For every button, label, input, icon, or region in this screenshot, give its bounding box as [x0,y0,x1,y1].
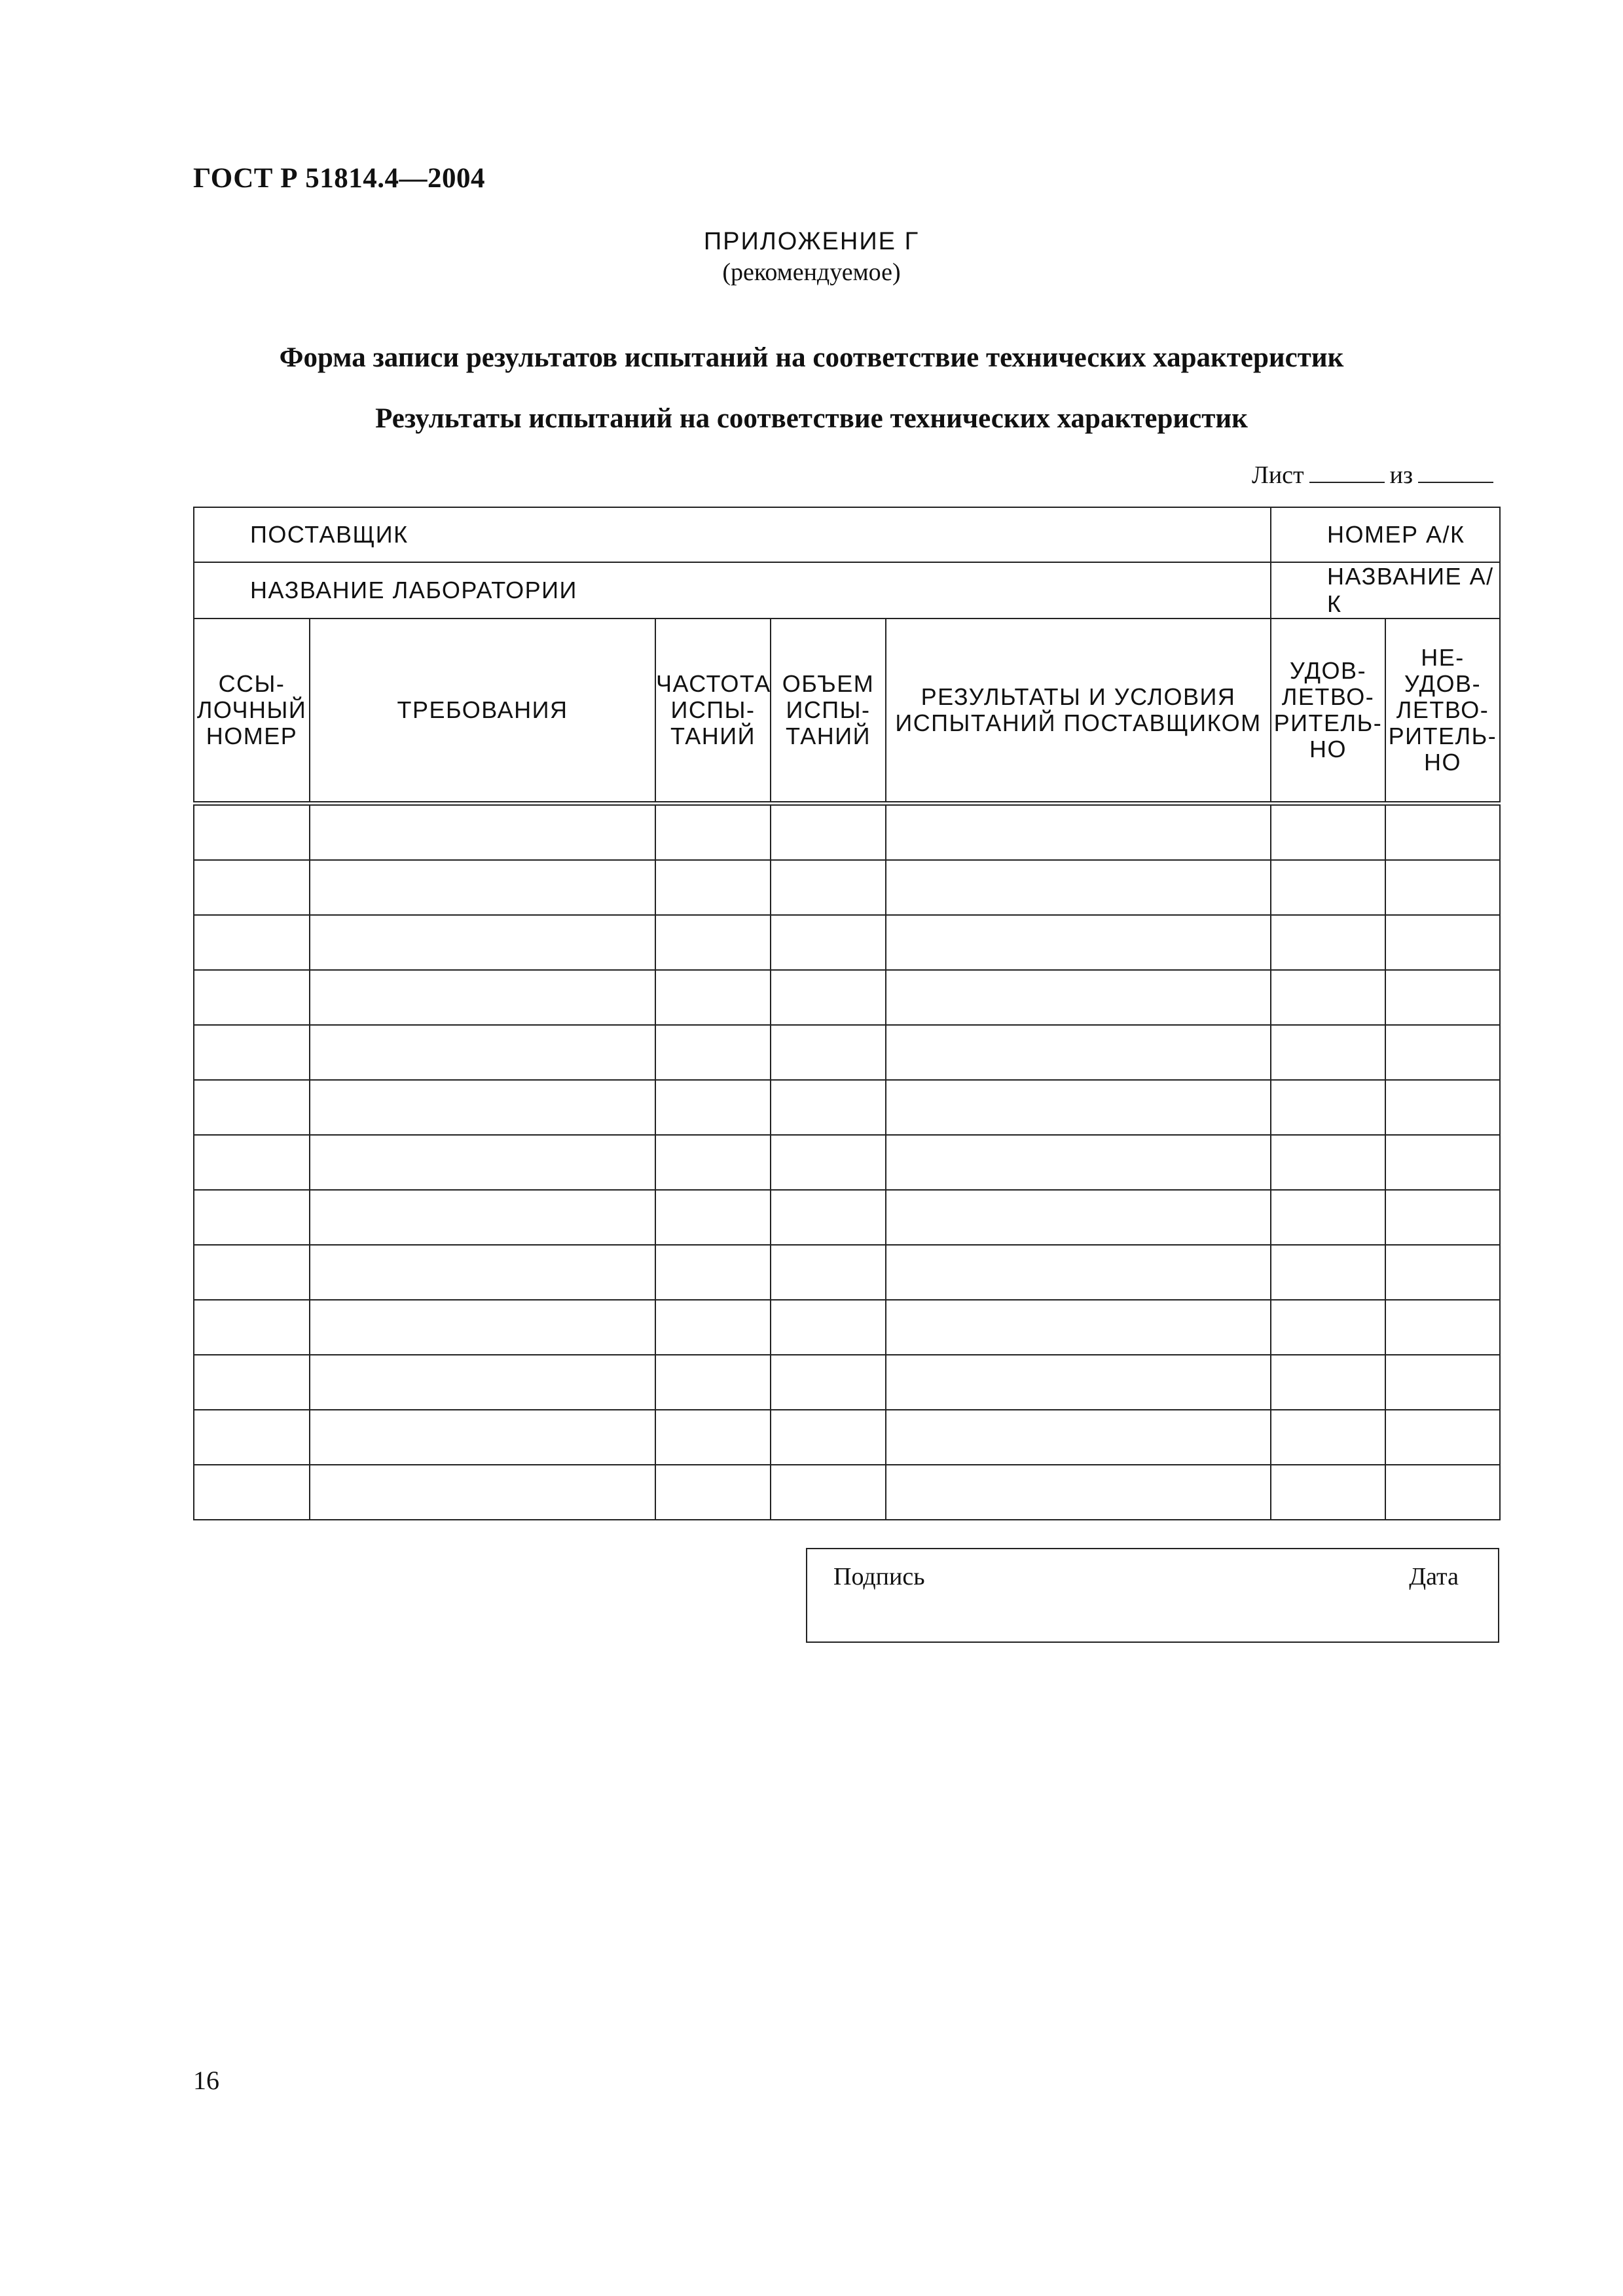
cell-test-frequency[interactable] [655,1410,771,1465]
of-label: из [1389,461,1413,489]
header-line: НЕ- [1421,644,1465,671]
cell-satisfactory[interactable] [1271,1025,1385,1080]
cell-test-frequency[interactable] [655,1135,771,1190]
cell-test-frequency[interactable] [655,1080,771,1135]
header-line: НОМЕР [206,723,298,749]
cell-test-volume[interactable] [771,915,886,970]
header-line: РЕЗУЛЬТАТЫ И УСЛОВИЯ [921,683,1236,710]
table-row [194,1410,1500,1465]
cell-ref-no[interactable] [194,1190,310,1245]
header-line: РИТЕЛЬ- [1273,709,1383,736]
standard-code: ГОСТ Р 51814.4—2004 [193,163,486,194]
column-header-test-volume [771,619,886,804]
cell-satisfactory[interactable] [1271,970,1385,1025]
cell-test-volume[interactable] [771,1080,886,1135]
cell-unsatisfactory[interactable] [1385,804,1500,861]
cell-requirements[interactable] [310,1080,655,1135]
cell-test-volume[interactable] [771,1025,886,1080]
cell-ref-no[interactable] [194,1025,310,1080]
cell-satisfactory[interactable] [1271,860,1385,915]
results-title: Результаты испытаний на соответствие технических характеристик [375,403,1248,434]
signature-label: Подпись [833,1563,925,1590]
cell-test-frequency[interactable] [655,970,771,1025]
cell-results[interactable] [886,1190,1271,1245]
cell-unsatisfactory[interactable] [1385,1300,1500,1355]
cell-test-frequency[interactable] [655,1465,771,1520]
test-results-form [193,507,1501,1520]
cell-test-frequency[interactable] [655,1025,771,1080]
ak-number-label: НОМЕР А/К [1327,521,1465,548]
cell-ref-no[interactable] [194,1080,310,1135]
column-header-ref-no [194,619,310,804]
cell-requirements[interactable] [310,970,655,1025]
column-header-row [194,619,1500,804]
cell-satisfactory[interactable] [1271,1355,1385,1410]
cell-requirements[interactable] [310,1300,655,1355]
cell-ref-no[interactable] [194,1410,310,1465]
cell-satisfactory[interactable] [1271,804,1385,861]
cell-test-volume[interactable] [771,1410,886,1465]
cell-test-volume[interactable] [771,1355,886,1410]
cell-requirements[interactable] [310,1245,655,1300]
cell-results[interactable] [886,1410,1271,1465]
date-label: Дата [1409,1563,1459,1590]
sheet-number-blank[interactable] [1309,462,1385,483]
header-line: ЛОЧНЫЙ [196,696,307,723]
cell-ref-no[interactable] [194,970,310,1025]
cell-satisfactory[interactable] [1271,1465,1385,1520]
table-row [194,1025,1500,1080]
cell-requirements[interactable] [310,1135,655,1190]
cell-requirements[interactable] [310,804,655,861]
supplier-row [194,507,1500,562]
header-line: НО [1309,736,1347,762]
table-row [194,1190,1500,1245]
ak-name-label: НАЗВАНИЕ А/К [1327,563,1494,617]
cell-unsatisfactory[interactable] [1385,1245,1500,1300]
header-line: ТРЕБОВАНИЯ [397,696,568,723]
cell-results[interactable] [886,1135,1271,1190]
cell-results[interactable] [886,1465,1271,1520]
cell-requirements[interactable] [310,1355,655,1410]
cell-test-frequency[interactable] [655,804,771,861]
cell-ref-no[interactable] [194,915,310,970]
header-line: ТАНИЙ [785,723,871,749]
column-header-unsatisfactory [1385,619,1500,804]
cell-results[interactable] [886,1355,1271,1410]
cell-requirements[interactable] [310,915,655,970]
cell-ref-no[interactable] [194,804,310,861]
cell-test-volume[interactable] [771,1190,886,1245]
column-header-test-frequency [655,619,771,804]
cell-test-frequency[interactable] [655,1245,771,1300]
table-row [194,1300,1500,1355]
cell-ref-no[interactable] [194,1300,310,1355]
cell-test-volume[interactable] [771,1245,886,1300]
cell-ref-no[interactable] [194,1465,310,1520]
cell-results[interactable] [886,804,1271,861]
cell-satisfactory[interactable] [1271,1410,1385,1465]
table-row [194,1080,1500,1135]
column-header-satisfactory [1271,619,1385,804]
annex-header [0,226,1623,287]
cell-test-frequency[interactable] [655,1190,771,1245]
signature-box[interactable] [806,1548,1499,1643]
ak-number-field[interactable] [1271,507,1500,562]
cell-unsatisfactory[interactable] [1385,1080,1500,1135]
lab-row [194,562,1500,619]
cell-unsatisfactory[interactable] [1385,970,1500,1025]
header-line: УДОВ- [1404,670,1482,697]
header-line: ЛЕТВО- [1396,696,1489,723]
sheet-total-blank[interactable] [1418,462,1493,483]
cell-test-volume[interactable] [771,970,886,1025]
cell-satisfactory[interactable] [1271,1190,1385,1245]
header-line: РИТЕЛЬ- [1388,723,1497,749]
cell-ref-no[interactable] [194,860,310,915]
cell-unsatisfactory[interactable] [1385,1465,1500,1520]
table-row [194,1355,1500,1410]
header-line: ИСПЫ- [670,696,756,723]
cell-results[interactable] [886,1245,1271,1300]
header-line: УДОВ- [1289,657,1367,684]
cell-unsatisfactory[interactable] [1385,1190,1500,1245]
cell-satisfactory[interactable] [1271,1135,1385,1190]
cell-unsatisfactory[interactable] [1385,1025,1500,1080]
header-line: ОБЪЕМ [782,670,875,697]
cell-requirements[interactable] [310,1465,655,1520]
cell-results[interactable] [886,1080,1271,1135]
sheet-counter [1252,461,1499,490]
cell-test-frequency[interactable] [655,860,771,915]
cell-ref-no[interactable] [194,1135,310,1190]
sheet-label: Лист [1252,461,1304,489]
header-line: ИСПЫ- [786,696,871,723]
ak-name-field[interactable] [1271,562,1500,619]
cell-test-volume[interactable] [771,1300,886,1355]
cell-results[interactable] [886,970,1271,1025]
table-row [194,970,1500,1025]
table-row [194,1135,1500,1190]
lab-name-field[interactable] [194,562,1271,619]
table-row [194,1245,1500,1300]
cell-results[interactable] [886,1025,1271,1080]
header-line: ЛЕТВО- [1281,683,1375,710]
cell-unsatisfactory[interactable] [1385,1355,1500,1410]
header-line: ССЫ- [218,670,285,697]
cell-requirements[interactable] [310,860,655,915]
page-number: 16 [193,2066,219,2095]
cell-test-frequency[interactable] [655,1300,771,1355]
cell-results[interactable] [886,915,1271,970]
cell-test-volume[interactable] [771,804,886,861]
cell-test-volume[interactable] [771,1135,886,1190]
cell-satisfactory[interactable] [1271,915,1385,970]
cell-unsatisfactory[interactable] [1385,1410,1500,1465]
table-row [194,860,1500,915]
cell-test-frequency[interactable] [655,915,771,970]
header-line: НО [1424,749,1461,776]
cell-ref-no[interactable] [194,1245,310,1300]
annex-title: ПРИЛОЖЕНИЕ Г [703,228,920,255]
cell-results[interactable] [886,860,1271,915]
supplier-label: ПОСТАВЩИК [250,521,409,548]
header-line: ТАНИЙ [670,723,756,749]
cell-results[interactable] [886,1300,1271,1355]
column-header-results [886,619,1271,804]
cell-test-volume[interactable] [771,860,886,915]
cell-requirements[interactable] [310,1025,655,1080]
cell-unsatisfactory[interactable] [1385,1135,1500,1190]
cell-satisfactory[interactable] [1271,1245,1385,1300]
header-line: ЧАСТОТА [656,670,771,697]
table-row [194,915,1500,970]
header-line: ИСПЫТАНИЙ ПОСТАВЩИКОМ [895,709,1262,736]
annex-status: (рекомендуемое) [722,259,901,286]
cell-satisfactory[interactable] [1271,1080,1385,1135]
cell-requirements[interactable] [310,1410,655,1465]
cell-test-volume[interactable] [771,1465,886,1520]
table-row [194,804,1500,861]
cell-test-frequency[interactable] [655,1355,771,1410]
table-row [194,1465,1500,1520]
cell-requirements[interactable] [310,1190,655,1245]
cell-satisfactory[interactable] [1271,1300,1385,1355]
form-title: Форма записи результатов испытаний на соответствие технических характеристик [279,342,1344,373]
cell-unsatisfactory[interactable] [1385,860,1500,915]
cell-ref-no[interactable] [194,1355,310,1410]
supplier-field[interactable] [194,507,1271,562]
lab-name-label: НАЗВАНИЕ ЛАБОРАТОРИИ [250,577,577,603]
cell-unsatisfactory[interactable] [1385,915,1500,970]
column-header-requirements [310,619,655,804]
